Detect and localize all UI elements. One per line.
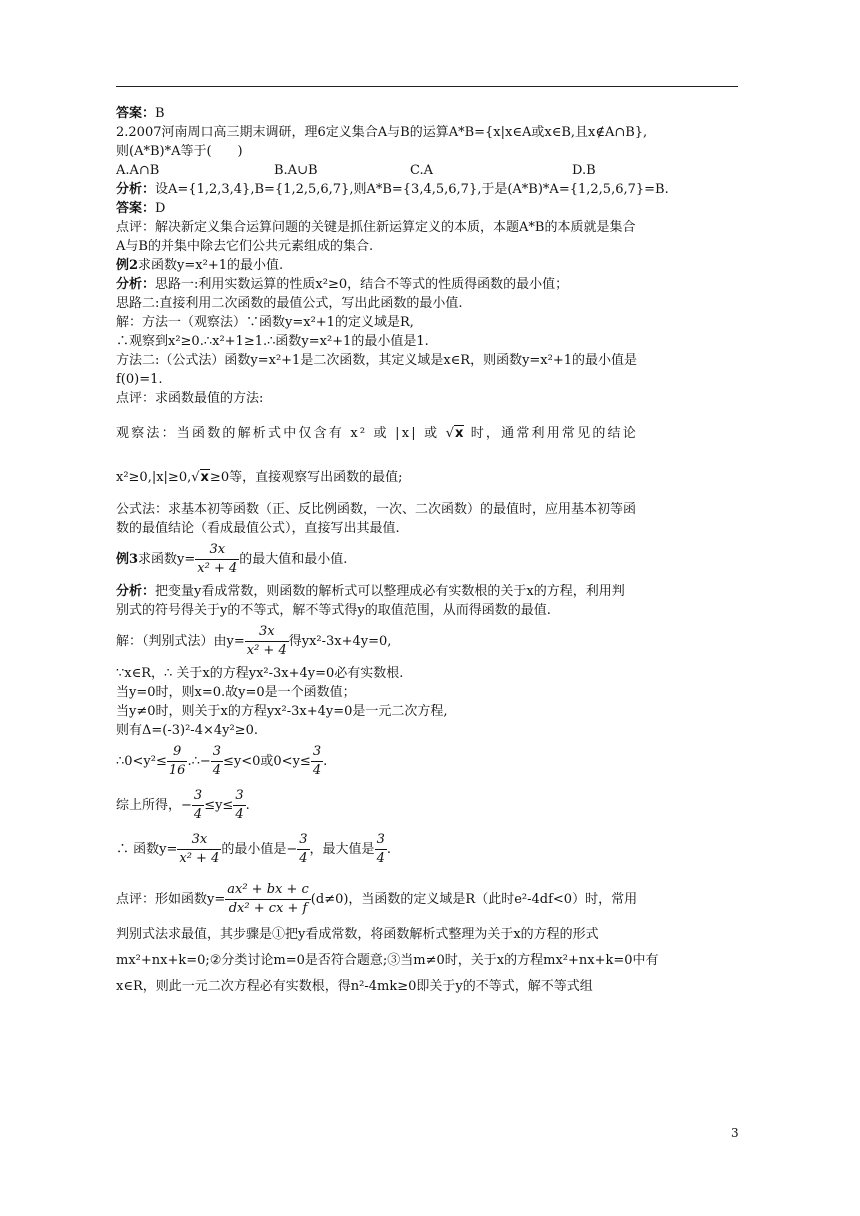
question-2-line-1: 2.2007河南周口高三期末调研，理6定义集合A与B的运算A*B={x|x∈A或x∈B,且x∉A∩B}, bbox=[116, 125, 648, 140]
example-3-solution-1: 解：（判别式法）由y= $\frac{3x}{\text{x² + 4}}$ 得yx²-3x+4y=0, bbox=[116, 624, 392, 658]
option-a: A.A∩B bbox=[116, 163, 160, 178]
comment-2-line-1: 点评：解决新定义集合运算问题的关键是抓住新运算定义的本质，本题A*B的本质就是集合 bbox=[116, 220, 636, 235]
example-2-title: 例2求函数y=x²+1的最小值. bbox=[116, 258, 284, 273]
example-3-comment-4: x∈R，则此一元二次方程必有实数根，得n²-4mk≥0即关于y的不等式，解不等式组 bbox=[116, 979, 593, 994]
sqrt-x-2: √x bbox=[191, 470, 209, 485]
formula-method-line-2: 数的最值结论（看成最值公式），直接写出其最值. bbox=[116, 521, 400, 536]
document-body bbox=[116, 104, 742, 1000]
sqrt-x: √x bbox=[445, 426, 464, 441]
fraction-3x-over-x2-4: $\frac{3x}{\text{x² + 4}}$ bbox=[179, 832, 220, 866]
example-3-step-2: 当y=0时，则x=0.故y=0是一个函数值； bbox=[116, 685, 356, 700]
comment-2-line-2: A与B的并集中除去它们公共元素组成的集合. bbox=[116, 239, 374, 254]
example-3-step-1: ∵x∈R，∴ 关于x的方程yx²-3x+4y=0必有实数根. bbox=[116, 666, 404, 681]
fraction-3-4: $\frac{3}{4}$ bbox=[312, 744, 322, 778]
fraction-3-4: $\frac{3}{4}$ bbox=[299, 832, 308, 866]
example-3-step-6: 综上所得，− $\frac{3}{4}$ ≤y≤ $\frac{3}{4}$ . bbox=[116, 788, 250, 822]
fraction-3-4: $\frac{3}{4}$ bbox=[193, 788, 203, 822]
example-3-analysis-2: 别式的符号得关于y的不等式，解不等式得y的取值范围，从而得函数的最值. bbox=[116, 603, 551, 618]
example-2-solution-4: f(0)=1. bbox=[116, 372, 163, 387]
fraction-9-16: $\frac{9}{16}$ bbox=[168, 744, 186, 778]
example-3-step-5: ∴0<y²≤ $\frac{9}{16}$ .∴− $\frac{3}{4}$ ≤y<0或0<y≤ $\frac{3}{4}$ . bbox=[116, 744, 328, 778]
option-d: D.B bbox=[572, 163, 596, 178]
example-2-comment: 点评：求函数最值的方法: bbox=[116, 391, 264, 406]
option-b: B.A∪B bbox=[274, 163, 318, 178]
answer-1: 答案：B bbox=[116, 106, 165, 121]
page-number: 3 bbox=[731, 1126, 739, 1140]
answer-2: 答案：D bbox=[116, 201, 166, 216]
fraction-3x-over-x2-4: $\frac{3x}{\text{x² + 4}}$ bbox=[246, 624, 287, 658]
example-3-title: 例3求函数y= $\frac{3x}{\text{x² + 4}}$ 的最大值和最小值. bbox=[116, 542, 348, 576]
option-c: C.A bbox=[410, 163, 434, 178]
example-2-solution-1: 解：方法一（观察法）∵函数y=x²+1的定义域是R, bbox=[116, 315, 414, 330]
example-2-analysis-2: 思路二:直接利用二次函数的最值公式，写出此函数的最小值. bbox=[116, 296, 463, 311]
question-2-options bbox=[116, 161, 742, 180]
example-2-solution-2: ∴观察到x²≥0.∴x²+1≥1.∴函数y=x²+1的最小值是1. bbox=[116, 334, 429, 349]
fraction-3-4: $\frac{3}{4}$ bbox=[212, 744, 222, 778]
example-3-step-3: 当y≠0时，则关于x的方程yx²-3x+4y=0是一元二次方程, bbox=[116, 704, 448, 719]
fraction-3-4: $\frac{3}{4}$ bbox=[376, 832, 385, 866]
fraction-3x-over-x2-4: $\frac{3x}{\text{x² + 4}}$ bbox=[197, 542, 238, 576]
example-2-solution-3: 方法二:（公式法）函数y=x²+1是二次函数，其定义域是x∈R，则函数y=x²+1的最小值是 bbox=[116, 353, 638, 368]
example-3-comment-2: 判别式法求最值，其步骤是①把y看成常数，将函数解析式整理为关于x的方程的形式 bbox=[116, 927, 599, 942]
example-3-step-4: 则有Δ=(-3)²-4×4y²≥0. bbox=[116, 723, 258, 738]
header-rule bbox=[116, 86, 738, 87]
example-3-comment-1: 点评：形如函数y= $\frac{\text{ax² + bx + c}}{\text{dx² + cx + f}}$ (d≠0)，当函数的定义域是R（此时e²-4df<0）时，常用 bbox=[116, 882, 638, 916]
example-3-step-7: ∴ 函数y= $\frac{3x}{\text{x² + 4}}$ 的最小值是− $\frac{3}{4}$ ，最大值是 $\frac{3}{4}$ . bbox=[116, 832, 391, 866]
fraction-3-4: $\frac{3}{4}$ bbox=[235, 788, 244, 822]
example-3-comment-3: mx²+nx+k=0;②分类讨论m=0是否符合题意;③当m≠0时，关于x的方程mx²+nx+k=0中有 bbox=[116, 953, 659, 968]
example-3-analysis-1: 分析：把变量y看成常数，则函数的解析式可以整理成必有实数根的关于x的方程，利用判 bbox=[116, 584, 625, 599]
question-2-line-2: 则(A*B)*A等于( ) bbox=[116, 144, 243, 159]
fraction-quadratic-ratio: $\frac{\text{ax² + bx + c}}{\text{dx² + cx + f}}$ bbox=[227, 882, 309, 916]
observation-method-line-1: 观察法：当函数的解析式中仅含有 x² 或 |x| 或 √x 时，通常利用常见的结论 bbox=[116, 412, 742, 456]
analysis-2: 分析：设A={1,2,3,4},B={1,2,5,6,7},则A*B={3,4,5,6,7},于是(A*B)*A={1,2,5,6,7}=B. bbox=[116, 182, 669, 197]
observation-method-line-2: x²≥0,|x|≥0,√x≥0等，直接观察写出函数的最值; bbox=[116, 456, 742, 500]
formula-method-line-1: 公式法：求基本初等函数（正、反比例函数，一次、二次函数）的最值时，应用基本初等函 bbox=[116, 502, 637, 517]
example-2-analysis-1: 分析：思路一:利用实数运算的性质x²≥0，结合不等式的性质得函数的最小值； bbox=[116, 277, 569, 292]
